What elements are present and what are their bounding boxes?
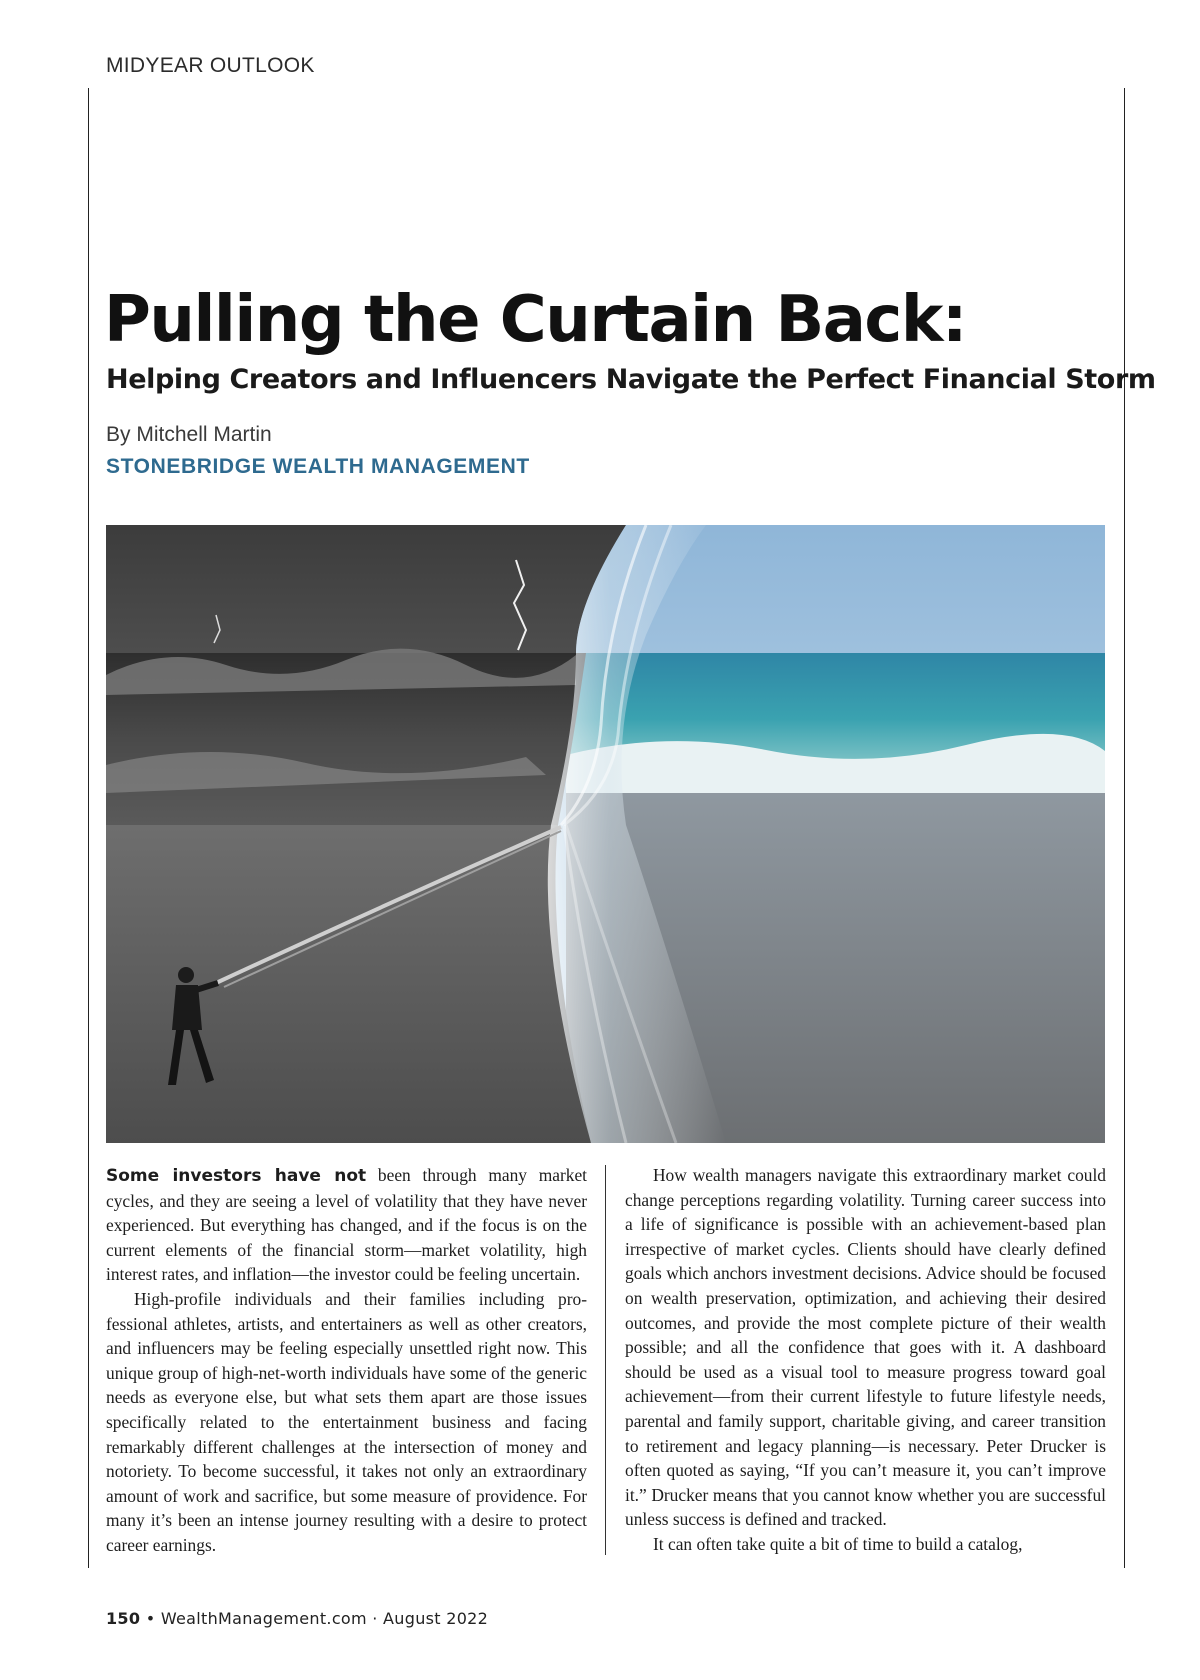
page-number: 150 [106,1609,141,1628]
article-column-left [106,1163,587,1558]
footer-bullet: • [145,1609,156,1628]
column-divider [605,1165,606,1555]
paragraph-text: been through many market cycles, and they are seeing a level of volatility that they have never experienced. But everything has changed, and if the focus is on the current elements of the financial storm—market volatility, high interest rates, and inflation—the investor could be feeling uncertain. [106,1165,587,1285]
article-subtitle: Helping Creators and Influencers Navigate the Perfect Financial Storm [106,364,1156,395]
author-firm: STONEBRIDGE WEALTH MANAGEMENT [106,455,530,478]
paragraph: How wealth managers navigate this extraordinary market could change perceptions regarding volatility. Turning career success into a life of significance is possible with an achievement-based plan irrespective of market cycles. Clients should have clearly defined goals which anchors investment decisions. Advice should be focused on wealth preservation, optimization, and achieving their desired outcomes, and provide the most complete picture of their wealth possible; and all the confidence that goes with it. A dashboard should be used as a visual tool to measure progress toward goal achievement—from their current lifestyle to future lifestyle needs, parental and family support, charitable giving, and career transition to retirement and legacy planning—is necessary. Peter Drucker is often quoted as saying, “If you can’t measure it, you can’t improve it.” Drucker means that you cannot know whether you are successful unless success is defined and tracked. [625,1165,1106,1530]
article-column-right [625,1163,1106,1557]
article-title: Pulling the Curtain Back: [104,283,966,357]
lead-in: Some investors have not [106,1166,367,1186]
author-byline: By Mitchell Martin [106,423,272,446]
paragraph: High-profile individuals and their families including professional athletes, artists, and entertainers as well as other creators, and influencers may be feeling especially unsettled right now. This unique group of high-net-worth individuals have some of the generic needs as everyone else, but what sets them apart are those issues specifically related to the entertainment business and facing remarkably different challenges at the intersection of money and notoriety. To become successful, it takes not only an extraordinary amount of work and sacrifice, but some measure of providence. For many it’s been an intense journey resulting with a desire to protect career earnings. [106,1288,587,1555]
right-margin-rule [1124,88,1125,1568]
page-footer [106,1609,488,1628]
paragraph [106,1163,587,1287]
publication-info: WealthManagement.com · August 2022 [160,1609,489,1628]
left-margin-rule [88,88,89,1568]
section-label: MIDYEAR OUTLOOK [106,54,315,77]
paragraph: It can often take quite a bit of time to build a catalog, [653,1533,1023,1554]
hero-illustration [106,525,1105,1143]
